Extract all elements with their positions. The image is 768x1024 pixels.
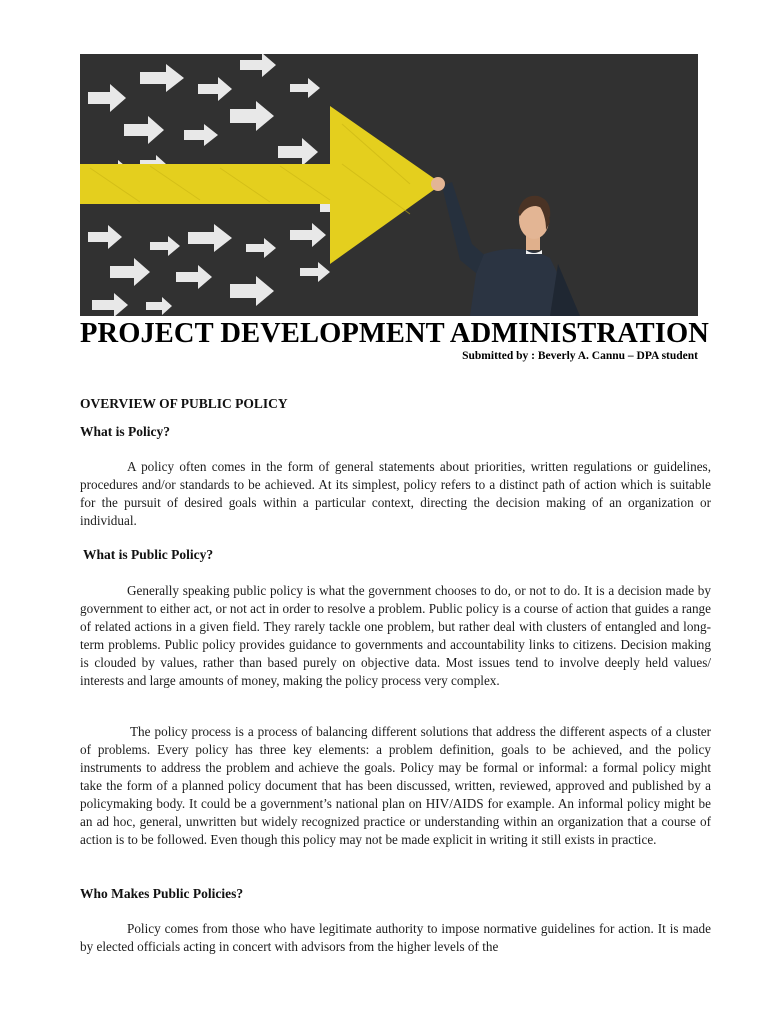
public-policy-paragraph-2: The policy process is a process of balancing different solutions that address the different aspects of a cluster of problems. Every policy has three key elements: a problem definition, goals to be achieved, and the policy instruments to address the problem and achieve the goals. Policy may be formal or informal: a formal policy might take the form of a planned policy document that has been discussed, written, reviewed, approved and published by a policymaking body. It could be a government’s national plan on HIV/AIDS for example. An informal policy might be an ad hoc, general, unwritten but widely recognized practice or understanding within an organization that a course of action is to be followed. Even though this policy may not be made explicit in writing it still exists in practice. [80, 724, 711, 847]
who-makes-heading: Who Makes Public Policies? [80, 886, 244, 901]
public-policy-paragraph-1: Generally speaking public policy is what the government chooses to do, or not to do. It is a decision made by government to either act, or not act in order to resolve a problem. Public policy is a course of action that guides a range of related actions in a given field. They rarely tackle one problem, but rather deal with clusters of entangled and long-term problems. Public policy provides guidance to governments and accountability links to citizens. Decision making is clouded by values, rather than based purely on objective data. Most issues tend to involve deeply held values/ interests and large amounts of money, making the policy process very complex. [80, 583, 711, 688]
what-is-policy-heading: What is Policy? [80, 424, 170, 439]
what-is-public-policy-heading: What is Public Policy? [83, 547, 214, 562]
byline: Submitted by : Beverly A. Cannu – DPA student [462, 350, 698, 362]
page-title: PROJECT DEVELOPMENT ADMINISTRATION [80, 318, 709, 349]
banner-image [80, 54, 698, 316]
what-is-policy-paragraph: A policy often comes in the form of general statements about priorities, written regulations or guidelines, procedures and/or standards to be achieved. At its simplest, policy refers to a distinct path of action which is suitable for the pursuit of desired goals within a particular context, directing the decision making of an organization or individual. [80, 459, 711, 528]
overview-heading: OVERVIEW OF PUBLIC POLICY [80, 396, 288, 411]
yellow-arrow-businessman-illustration [80, 54, 698, 316]
who-makes-paragraph: Policy comes from those who have legitimate authority to impose normative guidelines for action. It is made by elected officials acting in concert with advisors from the higher levels of the [80, 921, 711, 954]
